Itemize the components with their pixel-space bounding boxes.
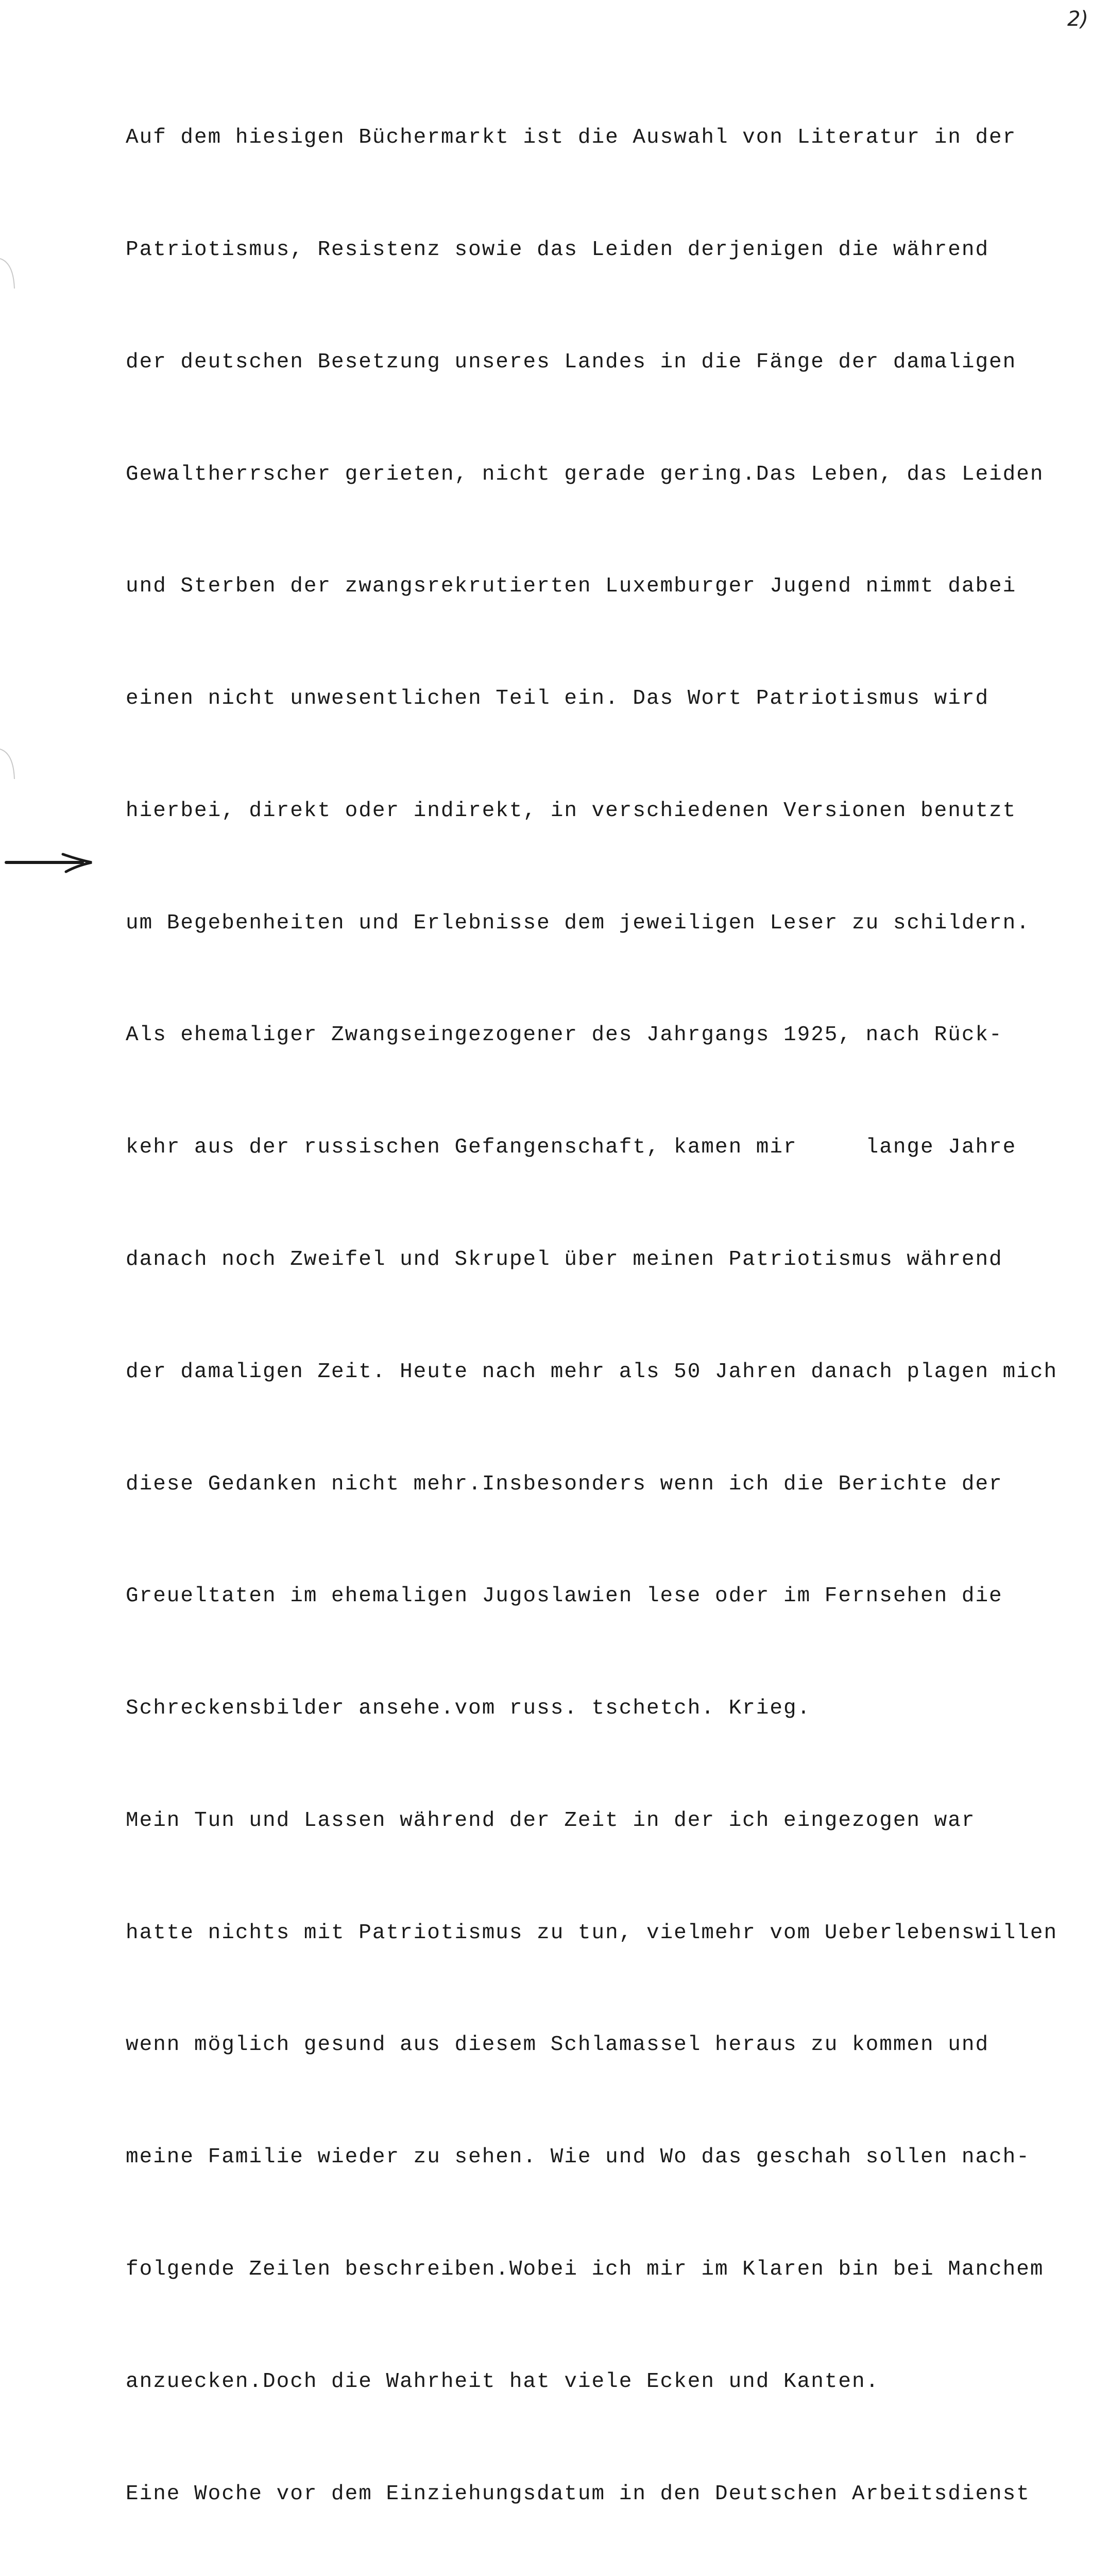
text-line: der deutschen Besetzung unseres Landes in die Fänge der damaligen <box>126 350 1017 374</box>
text-line: einen nicht unwesentlichen Teil ein. Das Wort Patriotismus wird <box>126 687 989 711</box>
text-line: meine Familie wieder zu sehen. Wie und Wo das geschah sollen nach- <box>126 2145 1030 2170</box>
page-number: 2) <box>1067 7 1088 31</box>
text-line: folgende Zeilen beschreiben.Wobei ich mir im Klaren bin bei Manchem <box>126 2258 1044 2282</box>
right-arrow-icon <box>5 852 98 873</box>
text-line: Als ehemaliger Zwangseingezogener des Jahrgangs 1925, nach Rück- <box>126 1023 1003 1047</box>
typed-text-body <box>126 44 1094 2576</box>
text-line: Patriotismus, Resistenz sowie das Leiden derjenigen die während <box>126 238 989 262</box>
text-line: kehr aus der russischen Gefangenschaft, kamen mir lange Jahre <box>126 1136 1017 1160</box>
text-line: anzuecken.Doch die Wahrheit hat viele Ecken und Kanten. <box>126 2369 880 2394</box>
text-line: der damaligen Zeit. Heute nach mehr als 50 Jahren danach plagen mich <box>126 1360 1058 1384</box>
text-line: danach noch Zweifel und Skrupel über meinen Patriotismus während <box>126 1248 1003 1272</box>
text-line: Gewaltherrscher gerieten, nicht gerade gering.Das Leben, das Leiden <box>126 462 1044 486</box>
text-line: Greueltaten im ehemaligen Jugoslawien lese oder im Fernsehen die <box>126 1584 1003 1608</box>
text-line: Schreckensbilder ansehe.vom russ. tschetch. Krieg. <box>126 1697 811 1721</box>
text-line: um Begebenheiten und Erlebnisse dem jeweiligen Leser zu schildern. <box>126 911 1030 935</box>
text-line: diese Gedanken nicht mehr.Insbesonders wenn ich die Berichte der <box>126 1472 1003 1496</box>
text-line: wenn möglich gesund aus diesem Schlamassel heraus zu kommen und <box>126 2033 989 2057</box>
text-line: Mein Tun und Lassen während der Zeit in der ich eingezogen war <box>126 1808 976 1833</box>
text-line: Eine Woche vor dem Einziehungsdatum in den Deutschen Arbeitsdienst <box>126 2482 1030 2506</box>
text-line: Auf dem hiesigen Büchermarkt ist die Auswahl von Literatur in der <box>126 126 1017 150</box>
margin-bracket-icon <box>0 748 15 789</box>
margin-bracket-icon <box>0 258 15 299</box>
text-line: hatte nichts mit Patriotismus zu tun, vielmehr vom Ueberlebenswillen <box>126 1921 1058 1945</box>
text-line: und Sterben der zwangsrekrutierten Luxemburger Jugend nimmt dabei <box>126 574 1017 599</box>
text-line: hierbei, direkt oder indirekt, in verschiedenen Versionen benutzt <box>126 799 1017 823</box>
